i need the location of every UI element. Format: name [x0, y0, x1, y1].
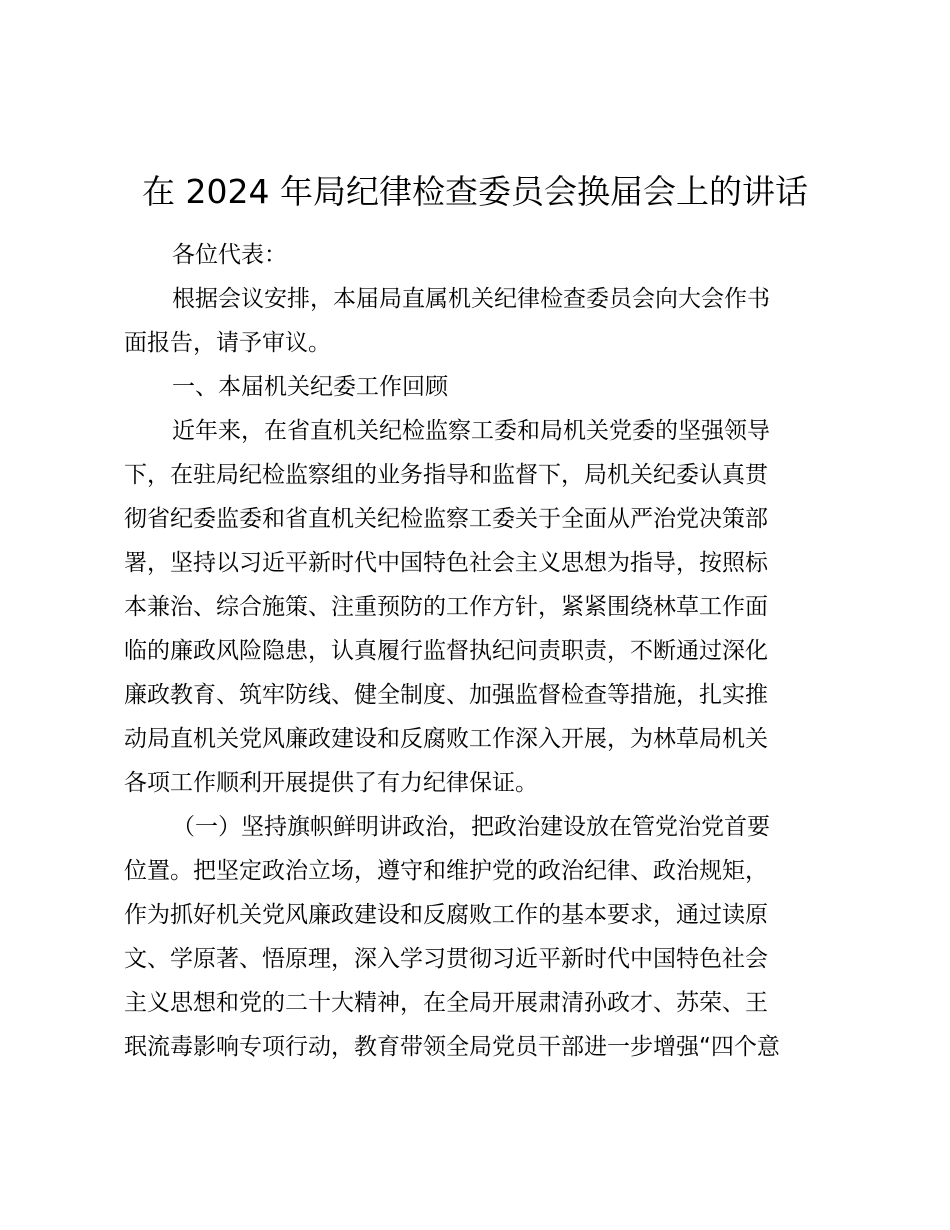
- document-body: [124, 233, 834, 1069]
- text-line: 廉政教育、筑牢防线、健全制度、加强监督检查等措施，扎实推: [124, 682, 768, 708]
- text-line: 署，坚持以习近平新时代中国特色社会主义思想为指导，按照标: [124, 550, 768, 576]
- text-line: 一、本届机关纪委工作回顾: [172, 374, 448, 400]
- text-line: 近年来，在省直机关纪检监察工委和局机关党委的坚强领导: [172, 418, 770, 444]
- text-line: 珉流毒影响专项行动，教育带领全局党员干部进一步增强“四个意: [124, 1034, 780, 1060]
- text-line: 各位代表：: [172, 242, 287, 268]
- text-line: 下，在驻局纪检监察组的业务指导和监督下，局机关纪委认真贯: [124, 462, 768, 488]
- text-line: 各项工作顺利开展提供了有力纪律保证。: [124, 770, 538, 796]
- text-line: 彻省纪委监委和省直机关纪检监察工委关于全面从严治党决策部: [124, 506, 768, 532]
- document-title: 在 2024 年局纪律检查委员会换届会上的讲话: [142, 172, 808, 211]
- text-line: 动局直机关党风廉政建设和反腐败工作深入开展，为林草局机关: [124, 726, 768, 752]
- text-line: 根据会议安排，本届局直属机关纪律检查委员会向大会作书: [172, 286, 770, 312]
- text-line: 作为抓好机关党风廉政建设和反腐败工作的基本要求，通过读原: [124, 902, 768, 928]
- text-line: 文、学原著、悟原理，深入学习贯彻习近平新时代中国特色社会: [124, 946, 768, 972]
- text-line: 位置。把坚定政治立场，遵守和维护党的政治纪律、政治规矩，: [124, 858, 768, 884]
- text-line: （一）坚持旗帜鲜明讲政治，把政治建设放在管党治党首要: [172, 814, 770, 840]
- text-line: 主义思想和党的二十大精神，在全局开展肃清孙政才、苏荣、王: [124, 990, 768, 1016]
- text-line: 面报告，请予审议。: [124, 330, 331, 356]
- text-line: 本兼治、综合施策、注重预防的工作方针，紧紧围绕林草工作面: [124, 594, 768, 620]
- text-line: 临的廉政风险隐患，认真履行监督执纪问责职责，不断通过深化: [124, 638, 768, 664]
